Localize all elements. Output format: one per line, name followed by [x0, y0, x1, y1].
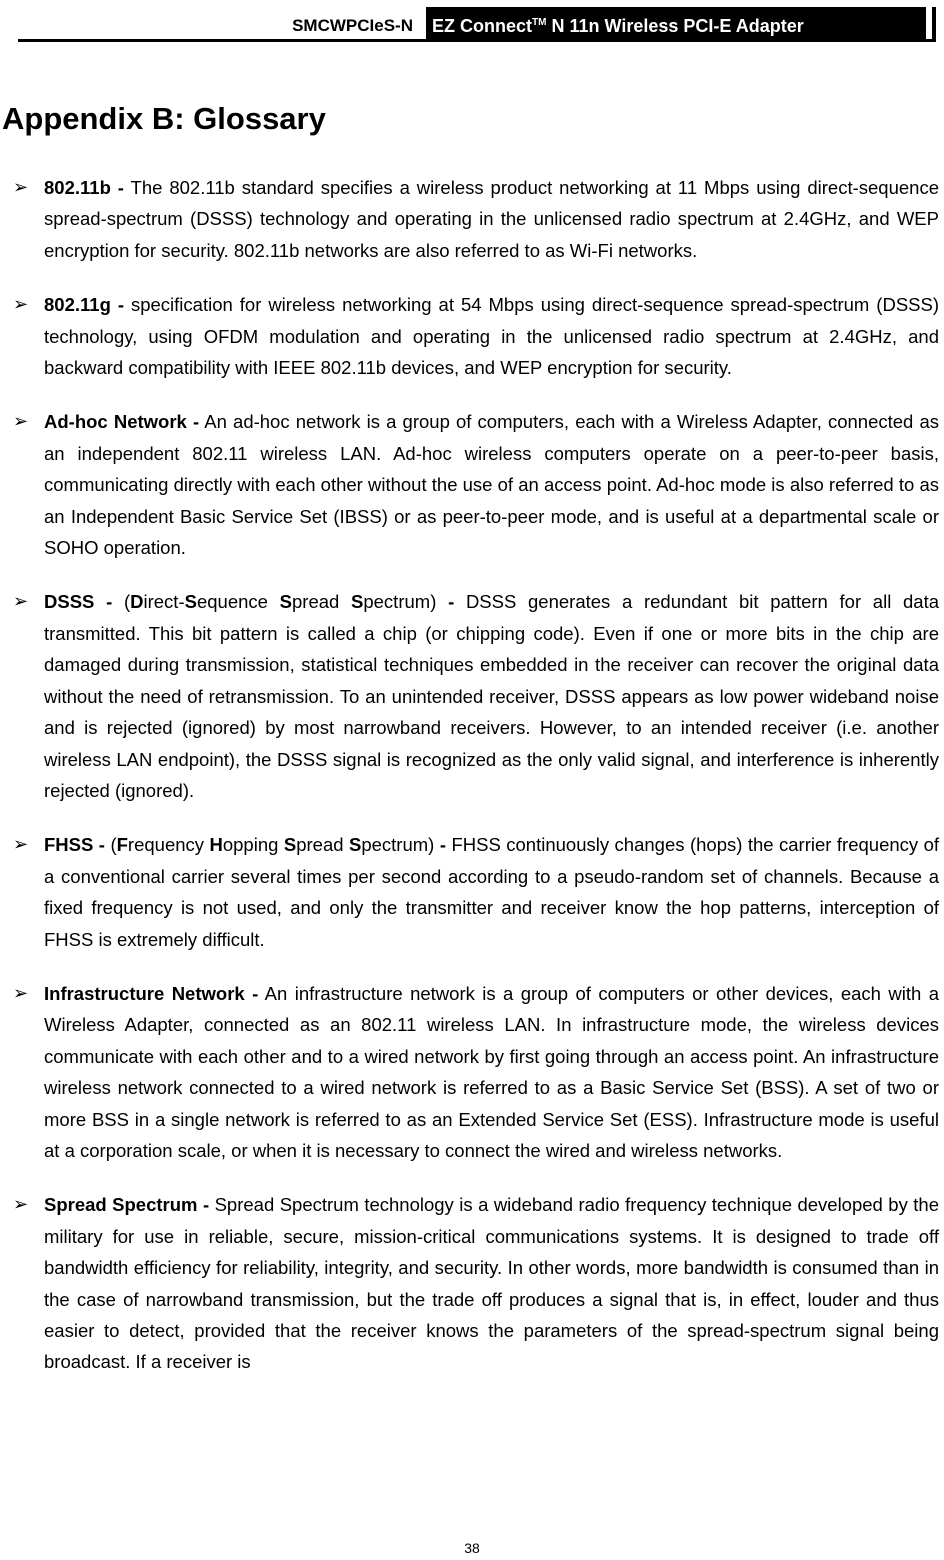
term-dash: - — [439, 834, 446, 856]
arrow-bullet-icon: ➢ — [13, 1194, 29, 1215]
glossary-definition: An ad-hoc network is a group of computers, each with a Wireless Adapter, connected as an independent 802.11 wireless LAN. Ad-hoc wireless computers operate on a peer-to-peer basis, communicating directly with each other without the use of an access point. Ad-hoc mode is also referred to as an Independent Basic Service Set (IBSS) or as peer-to-peer mode, and is useful at a departmental scale or SOHO operation. — [44, 411, 940, 559]
model-number: SMCWPCIeS-N — [292, 16, 413, 35]
glossary-term: 802.11b - — [44, 177, 124, 198]
term-expansion: (Direct-Sequence Spread Spectrum) — [123, 591, 437, 613]
glossary-definition: specification for wireless networking at 54 Mbps using direct-sequence spread-spectrum (DSSS) technology, using OFDM modulation and operating in the unlicensed radio spectrum at 2.4GHz, and backward compatibility with IEEE 802.11b devices, and WEP encryption for security. — [44, 294, 940, 379]
arrow-bullet-icon: ➢ — [13, 591, 29, 612]
expansion-part: pectrum — [361, 834, 429, 856]
expansion-part: irect- — [143, 591, 185, 613]
glossary-entry-spread-spectrum — [0, 1189, 944, 1377]
expansion-initial: D — [130, 591, 144, 613]
glossary-term: DSSS - — [44, 591, 113, 613]
page-number: 38 — [464, 1540, 480, 1556]
glossary-list — [0, 172, 944, 1401]
product-name-suffix: N 11n Wireless PCI-E Adapter — [546, 16, 804, 36]
glossary-entry-fhss — [0, 829, 944, 955]
expansion-part: pectrum — [363, 591, 431, 613]
glossary-definition: FHSS continuously changes (hops) the carrier frequency of a conventional carrier several times per second according to a pseudo-random set of channels. Because a fixed frequency is not used, and only the transmitter and receiver know the hop patterns, interception of FHSS is extremely difficult. — [44, 834, 940, 950]
entry-text — [44, 586, 939, 806]
glossary-term: Ad-hoc Network - — [44, 411, 200, 433]
arrow-bullet-icon: ➢ — [13, 411, 29, 432]
term-dash: - — [448, 591, 455, 613]
entry-text — [44, 289, 939, 383]
entry-text — [44, 172, 939, 266]
product-name: EZ Connect — [432, 16, 533, 36]
entry-text — [44, 406, 939, 563]
expansion-initial: S — [351, 591, 364, 613]
expansion-initial: S — [279, 591, 292, 613]
arrow-bullet-icon: ➢ — [13, 294, 29, 315]
glossary-definition: Spread Spectrum technology is a wideband radio frequency technique developed by the military for use in reliable, secure, mission-critical communications systems. It is designed to trade off bandwidth efficiency for reliability, integrity, and security. In other words, more bandwidth is consumed than in the case of narrowband transmission, but the trade off produces a signal that is, in effect, louder and thus easier to detect, provided that the receiver knows the parameters of the spread-spectrum signal being broadcast. If a receiver is — [44, 1194, 940, 1373]
glossary-entry-802-11g — [0, 289, 944, 383]
term-expansion: (Frequency Hopping Spread Spectrum) — [110, 834, 435, 856]
trademark-mark: TM — [532, 17, 547, 28]
glossary-entry-dsss — [0, 586, 944, 806]
arrow-bullet-icon: ➢ — [13, 177, 29, 197]
glossary-definition: An infrastructure network is a group of computers or other devices, each with a Wireless Adapter, connected as an 802.11 wireless LAN. In infrastructure mode, the wireless devices communicate with each other and to a wired network by first going through an access point. An infrastructure wireless network connected to a wired network is referred to as a Basic Service Set (BSS). A set of two or more BSS in a single network is referred to as an Extended Service Set (ESS). Infrastructure mode is useful at a corporation scale, or when it is necessary to connect the wired and wireless networks. — [44, 982, 939, 1161]
arrow-bullet-icon: ➢ — [13, 982, 29, 1003]
expansion-initial: S — [283, 834, 297, 856]
entry-text — [44, 829, 939, 955]
expansion-part: pread — [296, 834, 349, 856]
page-header — [18, 2, 936, 42]
expansion-initial: H — [209, 834, 223, 856]
expansion-part: opping — [222, 834, 284, 856]
product-name-banner — [426, 7, 926, 39]
header-rule — [18, 39, 936, 42]
expansion-part: equence — [196, 591, 280, 613]
glossary-term: Spread Spectrum - — [44, 1194, 210, 1216]
arrow-bullet-icon: ➢ — [13, 834, 29, 855]
expansion-initial: F — [116, 834, 128, 856]
entry-text — [44, 978, 939, 1166]
glossary-term: Infrastructure Network - — [44, 982, 259, 1004]
glossary-term: FHSS - — [44, 834, 105, 856]
glossary-entry-802-11b — [0, 172, 944, 266]
header-end-bar — [932, 7, 936, 39]
glossary-entry-ad-hoc-network — [0, 406, 944, 563]
expansion-initial: S — [349, 834, 362, 856]
expansion-part: requency — [127, 834, 210, 856]
glossary-term: 802.11g - — [44, 294, 124, 316]
glossary-definition: DSSS generates a redundant bit pattern for all data transmitted. This bit pattern is called a chip (or chipping code). Even if one or more bits in the chip are damaged during transmission, statistical techniques embedded in the receiver can recover the original data without the need of retransmission. To an unintended receiver, DSSS appears as low power wideband noise and is rejected (ignored) by most narrowband receivers. However, to an intended receiver (i.e. another wireless LAN endpoint), the DSSS signal is recognized as the only valid signal, and interference is inherently rejected (ignored). — [44, 591, 940, 801]
glossary-definition: The 802.11b standard specifies a wireless product networking at 11 Mbps using direct-sequence spread-spectrum (DSSS) technology and operating in the unlicensed radio spectrum at 2.4GHz, and WEP encryption for security. 802.11b networks are also referred to as Wi-Fi networks. — [44, 177, 939, 261]
expansion-initial: S — [184, 591, 197, 613]
glossary-entry-infrastructure-network — [0, 978, 944, 1166]
expansion-part: pread — [292, 591, 352, 613]
page-title: Appendix B: Glossary — [2, 101, 326, 136]
entry-text — [44, 1189, 939, 1377]
